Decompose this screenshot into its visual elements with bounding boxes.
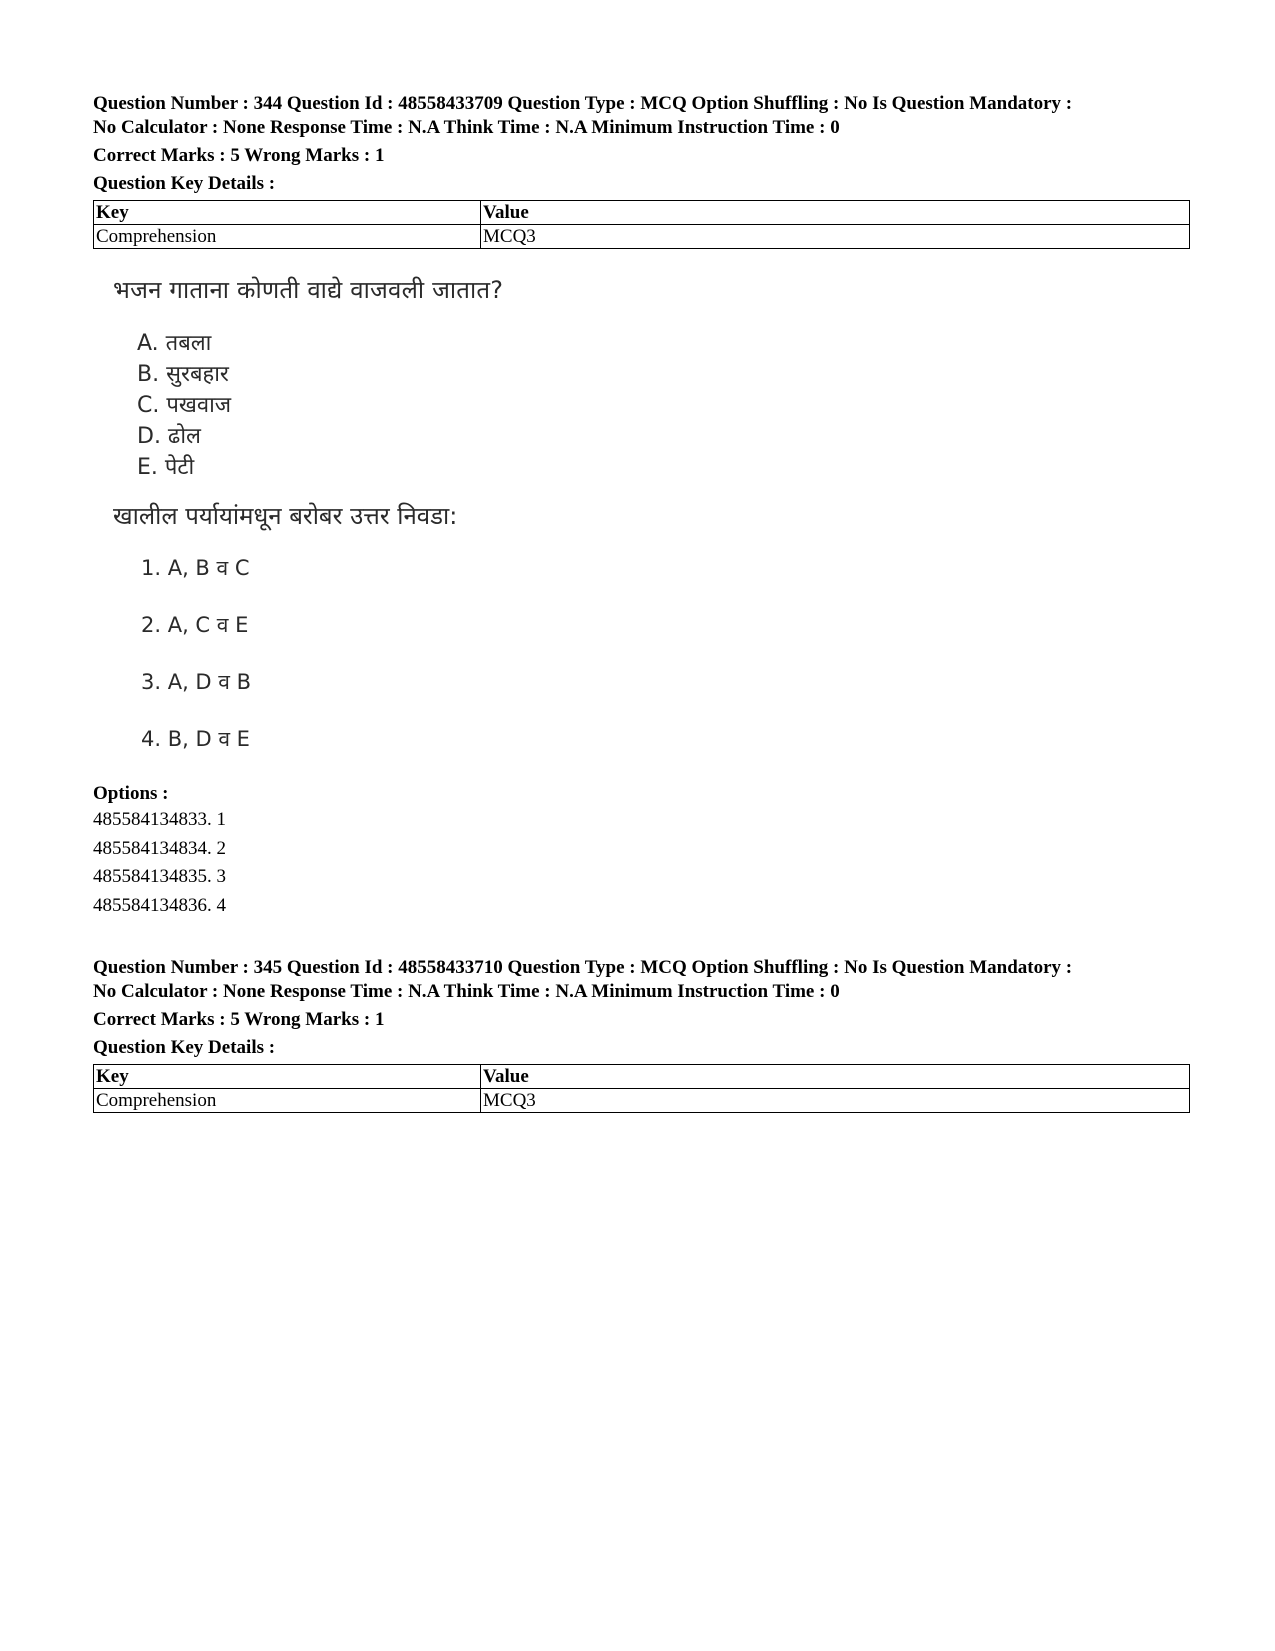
list-item: B. सुरबहार — [137, 362, 229, 387]
question-header-line-1: Question Number : 345 Question Id : 48558433710 Question Type : MCQ Option Shuffling : No Is Question Mandatory : — [93, 957, 1073, 978]
table-row — [94, 1089, 1190, 1113]
choice-item: 4. B, D व E — [141, 727, 250, 751]
question-image — [93, 273, 1190, 782]
table-cell-key: Comprehension — [94, 225, 481, 249]
option-item: 485584134833. 1 — [93, 809, 226, 830]
question-header-line-1: Question Number : 344 Question Id : 48558433709 Question Type : MCQ Option Shuffling : No Is Question Mandatory : — [93, 93, 1073, 114]
question-header-line-2: No Calculator : None Response Time : N.A Think Time : N.A Minimum Instruction Time : 0 — [93, 117, 840, 138]
document-page — [93, 92, 1190, 1113]
table-cell-key: Comprehension — [94, 1089, 481, 1113]
key-details-label: Question Key Details : — [93, 173, 276, 194]
table-cell-value: MCQ3 — [481, 225, 1190, 249]
key-details-table — [93, 200, 1190, 249]
question-344 — [93, 92, 1190, 920]
key-details-table — [93, 1064, 1190, 1113]
section-gap — [93, 920, 1190, 956]
table-header-row — [94, 1065, 1190, 1089]
table-header-row — [94, 201, 1190, 225]
choice-list — [141, 554, 1190, 782]
table-header-key: Key — [94, 201, 481, 225]
table-row — [94, 225, 1190, 249]
question-header — [93, 92, 1190, 140]
key-details-label: Question Key Details : — [93, 1037, 276, 1058]
marks-line: Correct Marks : 5 Wrong Marks : 1 — [93, 145, 385, 166]
question-header — [93, 956, 1190, 1004]
choice-item: 2. A, C व E — [141, 613, 249, 637]
question-prompt: खालील पर्यायांमधून बरोबर उत्तर निवडा: — [113, 502, 458, 530]
choice-item: 1. A, B व C — [141, 556, 250, 580]
table-header-value: Value — [481, 1065, 1190, 1089]
table-header-key: Key — [94, 1065, 481, 1089]
option-item: 485584134836. 4 — [93, 894, 226, 916]
list-item: E. पेटी — [137, 455, 195, 480]
list-item: A. तबला — [137, 331, 212, 356]
option-item: 485584134834. 2 — [93, 837, 226, 859]
list-item: D. ढोल — [137, 424, 201, 449]
question-header-line-2: No Calculator : None Response Time : N.A Think Time : N.A Minimum Instruction Time : 0 — [93, 981, 840, 1002]
question-stem: भजन गाताना कोणती वाद्ये वाजवली जातात? — [113, 276, 504, 304]
table-cell-value: MCQ3 — [481, 1089, 1190, 1113]
options-label: Options : — [93, 783, 169, 804]
option-item: 485584134835. 3 — [93, 866, 226, 887]
marks-line: Correct Marks : 5 Wrong Marks : 1 — [93, 1009, 385, 1030]
choice-item: 3. A, D व B — [141, 670, 252, 694]
list-item: C. पखवाज — [137, 393, 232, 418]
question-345 — [93, 956, 1190, 1113]
options-list — [93, 806, 1190, 920]
item-list — [137, 328, 1190, 483]
table-header-value: Value — [481, 201, 1190, 225]
